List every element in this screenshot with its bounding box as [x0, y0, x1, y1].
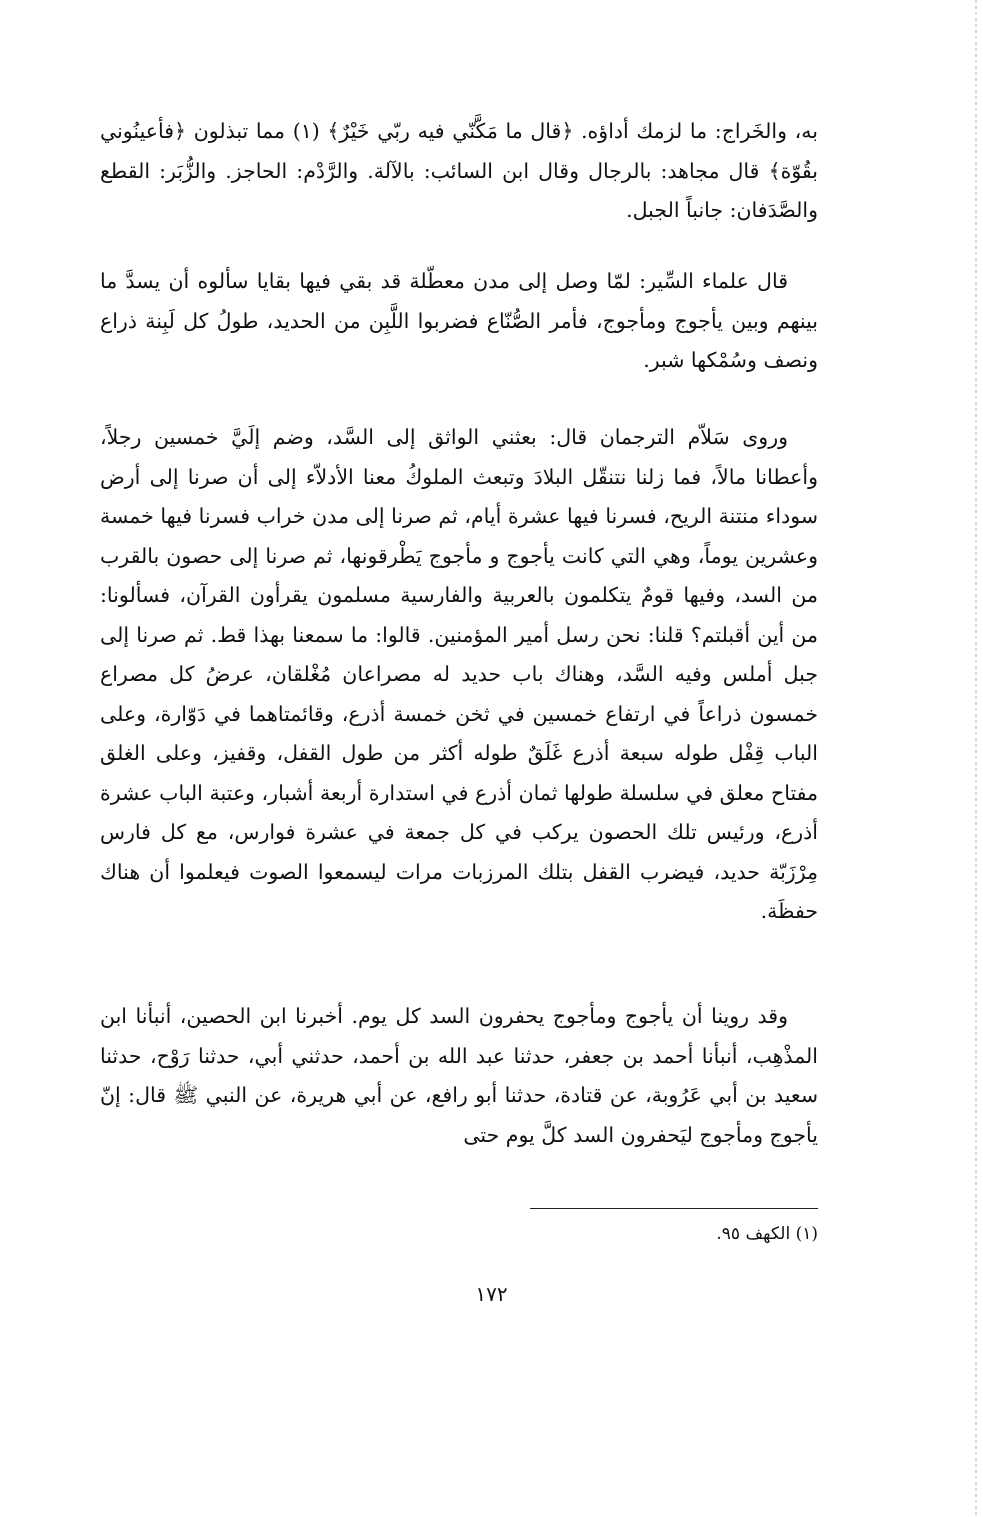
- paragraph-2: [100, 262, 818, 381]
- paragraph-text: به، والخَراج: ما لزمك أداؤه. ﴿قال ما مَكَّنّي فيه ربّي خَيْرٌ﴾ (١) مما تبذلون ﴿فأعينُوني بقُوّة﴾ قال مجاهد: بالرجال وقال ابن السائب: بالآلة. والرَّدْم: الحاجز. والزُّبَر: القطع والصَّدَفان: جانباً الجبل.: [100, 119, 818, 222]
- page-number: ١٧٢: [475, 1282, 508, 1306]
- paragraph-4: [100, 997, 818, 1155]
- paragraph-1: [100, 112, 818, 231]
- paragraph-text: قال علماء السِّير: لمّا وصل إلى مدن معطّلة قد بقي فيها بقايا سألوه أن يسدَّ ما بينهم وبين يأجوج ومأجوج، فأمر الصُّنّاع فضربوا اللَّبِن من الحديد، طولُ كل لَبِنة ذراع ونصف وسُمْكها شبر.: [100, 269, 818, 372]
- footnote: (١) الكهف ٩٥.: [716, 1224, 818, 1244]
- paragraph-text: وروى سَلاّم الترجمان قال: بعثني الواثق إلى السَّد، وضم إلَيَّ خمسين رجلاً، وأعطانا مالاً، فما زلنا نتنقّل البلادَ وتبعث الملوكُ معنا الأدلاّء إلى أن صرنا إلى أرض سوداء منتنة الريح، فسرنا فيها عشرة أيام، ثم صرنا إلى مدن خراب فسرنا فيها خمسة وعشرين يوماً، وهي التي كانت يأجوج و مأجوج يَطْرقونها، ثم صرنا إلى حصون بالقرب من السد، وفيها قومٌ يتكلمون بالعربية والفارسية مسلمون يقرأون القرآن، فسألونا: من أين أقبلتم؟ قلنا: نحن رسل أمير المؤمنين. قالوا: ما سمعنا بهذا قط. ثم صرنا إلى جبل أملس وفيه السَّد، وهناك باب حديد له مصراعان مُغْلقان، عرضُ كل مصراع خمسون ذراعاً في ارتفاع خمسين في ثخن خمسة أذرع، وقائمتاهما في دَوّارة، وعلى الباب قِفْل طوله سبعة أذرع غَلَقٌ طوله أكثر من طول القفل، وقفيز، وعلى الغلق مفتاح معلق في سلسلة طولها ثمان أذرع في استدارة أربعة أشبار، وعتبة الباب عشرة أذرع، ورئيس تلك الحصون يركب في كل جمعة في عشرة فوارس، مع كل فارس مِرْزَبّة حديد، فيضرب القفل بتلك المرزبات مرات ليسمعوا الصوت فيعلموا أن هناك حفظَة.: [100, 425, 818, 923]
- footnote-divider: [530, 1208, 818, 1209]
- paragraph-3: [100, 418, 818, 932]
- paragraph-text: وقد روينا أن يأجوج ومأجوج يحفرون السد كل يوم. أخبرنا ابن الحصين، أنبأنا ابن المذْهِب، أنبأنا أحمد بن جعفر، حدثنا عبد الله بن أحمد، حدثني أبي، حدثنا رَوْح، حدثنا سعيد بن أبي عَرُوبة، عن قتادة، حدثنا أبو رافع، عن أبي هريرة، عن النبي ﷺ قال: إنّ يأجوج ومأجوج ليَحفرون السد كلَّ يوم حتى: [100, 1004, 818, 1147]
